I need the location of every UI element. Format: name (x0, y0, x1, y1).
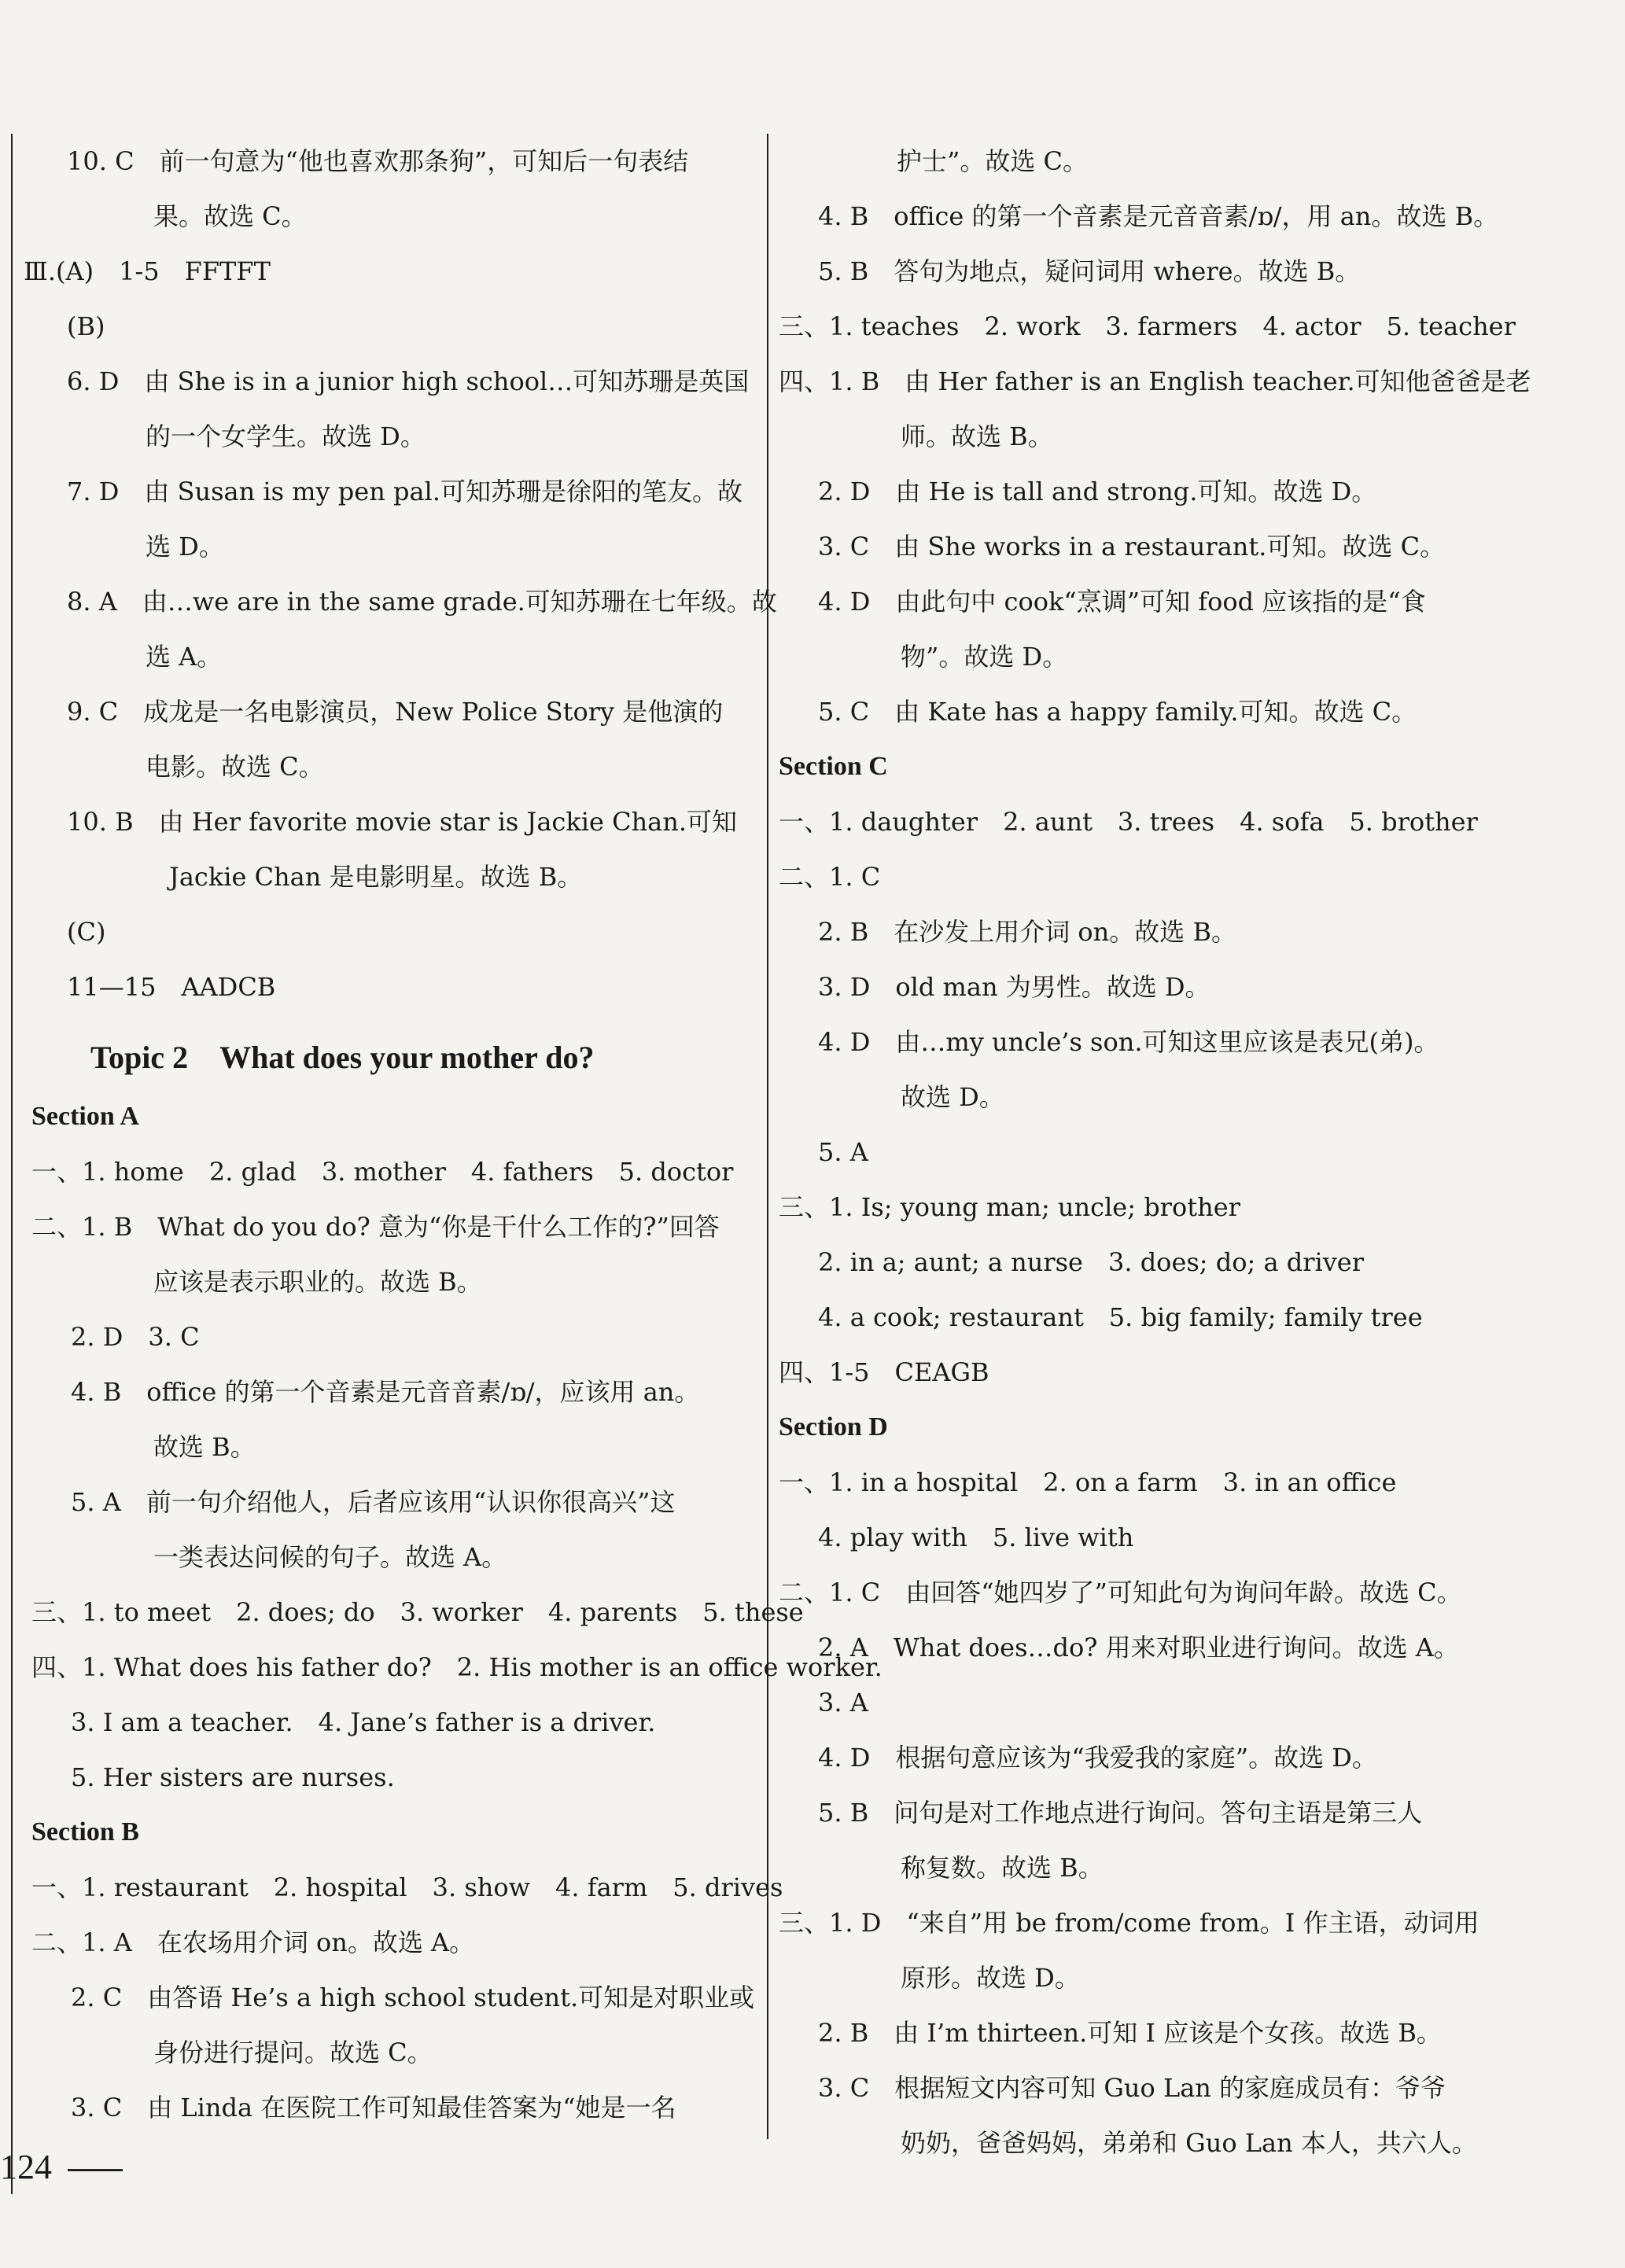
section-heading: Section C (779, 752, 888, 781)
answer-line: 一、1. home 2. glad 3. mother 4. fathers 5. doctor (31, 1157, 734, 1187)
answer-line: 护士”。故选 C。 (897, 146, 1089, 176)
answer-line: 原形。故选 D。 (901, 1963, 1080, 1993)
answer-line: (B) (67, 311, 105, 341)
answer-line: 选 A。 (146, 642, 223, 672)
answer-line: 4. play with 5. live with (818, 1522, 1134, 1552)
answer-line: 三、1. Is; young man; uncle; brother (779, 1192, 1240, 1222)
topic-title: Topic 2 What does your mother do? (90, 1040, 595, 1075)
answer-line: 3. D old man 为男性。故选 D。 (818, 972, 1210, 1002)
answer-line: 5. A (818, 1137, 868, 1167)
answer-line: 应该是表示职业的。故选 B。 (153, 1267, 482, 1297)
answer-line: 4. B office 的第一个音素是元音音素/ɒ/，用 an。故选 B。 (818, 201, 1499, 231)
answer-line: 2. B 由 I’m thirteen.可知 I 应该是个女孩。故选 B。 (818, 2018, 1442, 2048)
answer-line: 二、1. B What do you do? 意为“你是干什么工作的?”回答 (31, 1212, 720, 1242)
answer-line: 4. B office 的第一个音素是元音音素/ɒ/，应该用 an。 (71, 1377, 700, 1407)
answer-line: 三、1. teaches 2. work 3. farmers 4. actor 5. teacher (779, 311, 1516, 341)
answer-line: 二、1. A 在农场用介词 on。故选 A。 (31, 1927, 475, 1957)
answer-line: 一、1. in a hospital 2. on a farm 3. in an office (779, 1467, 1397, 1497)
answer-line: (C) (67, 917, 106, 947)
answer-line: 2. C 由答语 He’s a high school student.可知是对职业或 (71, 1983, 755, 2012)
answer-line: 7. D 由 Susan is my pen pal.可知苏珊是徐阳的笔友。故 (67, 477, 742, 506)
answer-line: 选 D。 (146, 532, 224, 561)
answer-line: 师。故选 B。 (901, 422, 1053, 451)
answer-line: 6. D 由 She is in a junior high school…可知苏珊是英国 (67, 366, 750, 396)
answer-line: 2. D 由 He is tall and strong.可知。故选 D。 (818, 477, 1377, 506)
answer-line: 四、1. What does his father do? 2. His mother is an office worker. (31, 1652, 883, 1682)
page-number-text: 124 (0, 2148, 52, 2186)
answer-line: 3. I am a teacher. 4. Jane’s father is a driver. (71, 1707, 656, 1737)
answer-line: 四、1. B 由 Her father is an English teacher.可知他爸爸是老 (779, 366, 1531, 396)
answer-line: 5. B 问句是对工作地点进行询问。答句主语是第三人 (818, 1798, 1423, 1828)
answer-line: 三、1. to meet 2. does; do 3. worker 4. parents 5. these (31, 1597, 804, 1627)
answer-line: 三、1. D “来自”用 be from/come from。I 作主语，动词用 (779, 1908, 1479, 1938)
answer-line: 四、1-5 CEAGB (779, 1357, 989, 1387)
page-number-dash (68, 2169, 123, 2171)
column-divider (767, 134, 768, 2139)
answer-line: 11—15 AADCB (67, 972, 276, 1002)
answer-line: 10. C 前一句意为“他也喜欢那条狗”，可知后一句表结 (67, 146, 689, 176)
answer-line: 8. A 由…we are in the same grade.可知苏珊在七年级。故 (67, 587, 777, 617)
section-heading: Section A (31, 1102, 139, 1131)
answer-line: 5. B 答句为地点，疑问词用 where。故选 B。 (818, 256, 1361, 286)
answer-line: 故选 B。 (153, 1432, 256, 1462)
section-heading: Section D (779, 1412, 888, 1441)
answer-line: 称复数。故选 B。 (901, 1853, 1104, 1883)
answer-line: 9. C 成龙是一名电影演员，New Police Story 是他演的 (67, 697, 724, 727)
answer-line: 3. C 由 Linda 在医院工作可知最佳答案为“她是一名 (71, 2093, 676, 2123)
answer-line: 故选 D。 (901, 1082, 1004, 1112)
answer-line: 二、1. C (779, 862, 881, 892)
answer-line: 奶奶，爸爸妈妈，弟弟和 Guo Lan 本人，共六人。 (901, 2128, 1477, 2158)
answer-line: 的一个女学生。故选 D。 (146, 422, 426, 451)
answer-line: 二、1. C 由回答“她四岁了”可知此句为询问年龄。故选 C。 (779, 1578, 1462, 1607)
answer-line: Jackie Chan 是电影明星。故选 B。 (169, 862, 583, 892)
answer-line: 2. A What does…do? 用来对职业进行询问。故选 A。 (818, 1633, 1459, 1662)
page-number (0, 2147, 123, 2187)
answer-line: 5. A 前一句介绍他人，后者应该用“认识你很高兴”这 (71, 1487, 676, 1517)
answer-line: 果。故选 C。 (153, 201, 307, 231)
answer-line: 4. D 根据句意应该为“我爱我的家庭”。故选 D。 (818, 1743, 1377, 1773)
answer-line: 5. C 由 Kate has a happy family.可知。故选 C。 (818, 697, 1417, 727)
answer-line: 一、1. daughter 2. aunt 3. trees 4. sofa 5. brother (779, 807, 1478, 837)
answer-line: 3. A (818, 1688, 868, 1718)
answer-line: Ⅲ.(A) 1-5 FFTFT (24, 256, 271, 286)
answer-line: 5. Her sisters are nurses. (71, 1762, 395, 1792)
section-heading: Section B (31, 1817, 139, 1846)
answer-line: 身份进行提问。故选 C。 (153, 2038, 433, 2067)
answer-line: 2. D 3. C (71, 1322, 200, 1352)
left-border-rule (11, 134, 13, 2194)
answer-line: 一类表达问候的句子。故选 A。 (153, 1542, 507, 1572)
answer-line: 2. B 在沙发上用介词 on。故选 B。 (818, 917, 1236, 947)
answer-line: 物”。故选 D。 (901, 642, 1068, 672)
answer-line: 4. D 由此句中 cook“烹调”可知 food 应该指的是“食 (818, 587, 1426, 617)
answer-line: 4. a cook; restaurant 5. big family; family tree (818, 1302, 1423, 1332)
answer-line: 2. in a; aunt; a nurse 3. does; do; a driver (818, 1247, 1365, 1277)
answer-line: 3. C 由 She works in a restaurant.可知。故选 C。 (818, 532, 1446, 561)
answer-line: 电影。故选 C。 (146, 752, 324, 782)
answer-line: 4. D 由…my uncle’s son.可知这里应该是表兄(弟)。 (818, 1027, 1439, 1057)
answer-line: 一、1. restaurant 2. hospital 3. show 4. farm 5. drives (31, 1872, 783, 1902)
answer-line: 10. B 由 Her favorite movie star is Jackie Chan.可知 (67, 807, 738, 837)
answer-line: 3. C 根据短文内容可知 Guo Lan 的家庭成员有：爷爷 (818, 2073, 1446, 2103)
